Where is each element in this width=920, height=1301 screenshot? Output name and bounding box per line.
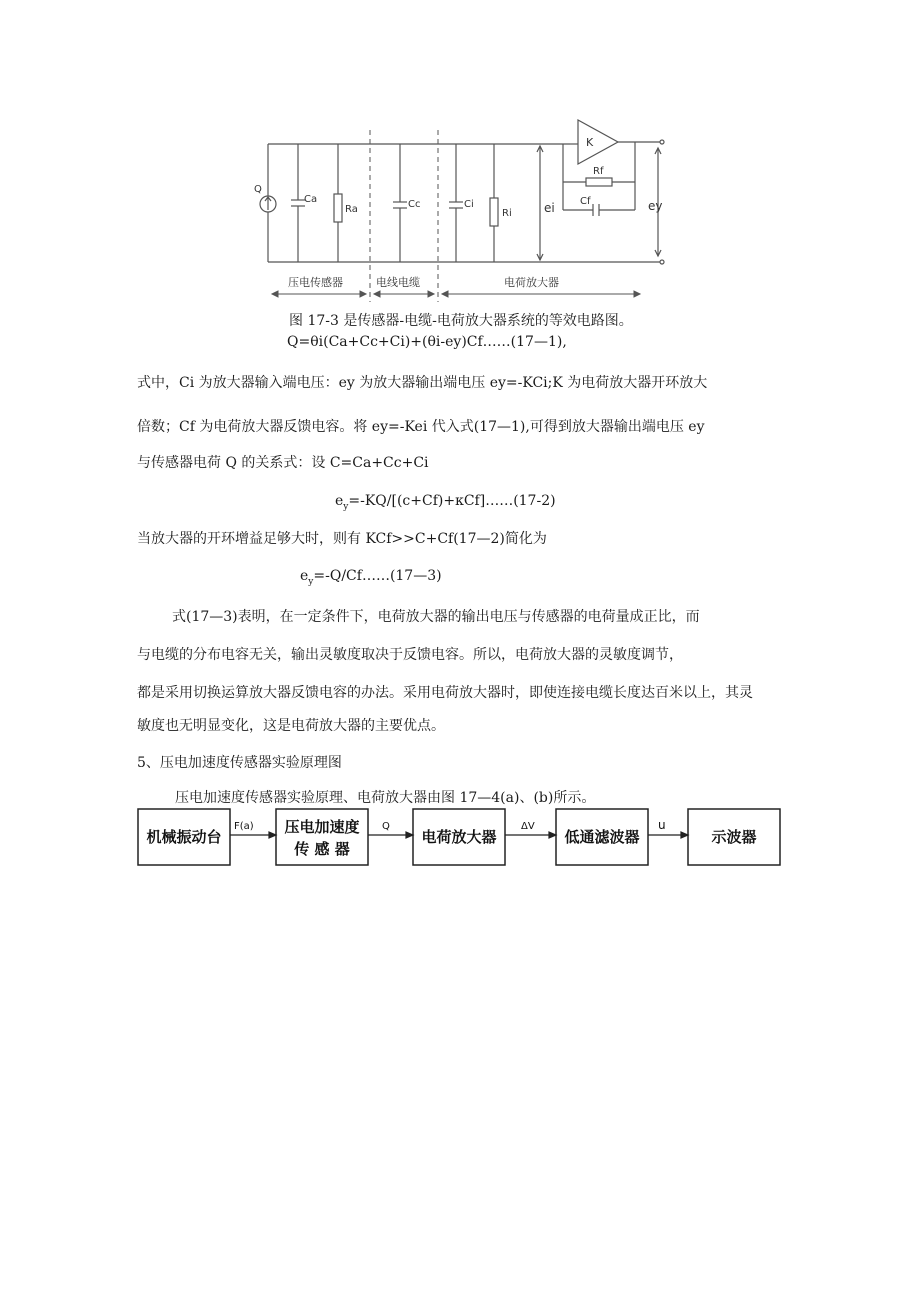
- equation-17-1: Q=θi(Ca+Cc+Ci)+(θi-ey)Cf……(17—1),: [287, 334, 567, 350]
- label-cf: Cf: [580, 196, 591, 207]
- label-ey: ey: [648, 199, 663, 213]
- experiment-block-diagram: [136, 805, 786, 873]
- paragraph-line: 倍数；Cf 为电荷放大器反馈电容。将 ey=-Kei 代入式(17—1),可得到放大器输出端电压 ey: [137, 419, 705, 435]
- label-q: Q: [254, 184, 262, 195]
- section-intro: 压电加速度传感器实验原理、电荷放大器由图 17—4(a)、(b)所示。: [175, 790, 596, 806]
- signal-dv: ΔV: [521, 821, 535, 832]
- label-rf: Rf: [593, 166, 604, 177]
- paragraph-line: 都是采用切换运算放大器反馈电容的办法。采用电荷放大器时，即使连接电缆长度达百米以上，其灵: [137, 685, 753, 701]
- label-cc: Cc: [408, 199, 421, 210]
- paragraph-line: 敏度也无明显变化，这是电荷放大器的主要优点。: [137, 718, 445, 734]
- block-label-accel-line1: 压电加速度: [284, 818, 360, 836]
- label-ei: ei: [544, 201, 555, 215]
- section-cable: 电线电缆: [376, 276, 420, 289]
- paragraph-line: 与电缆的分布电容无关，输出灵敏度取决于反馈电容。所以，电荷放大器的灵敏度调节，: [137, 647, 683, 663]
- paragraph-line: 式(17—3)表明，在一定条件下，电荷放大器的输出电压与传感器的电荷量成正比，而: [172, 609, 700, 625]
- paragraph-line: 当放大器的开环增益足够大时，则有 KCf>>C+Cf(17—2)简化为: [137, 531, 547, 547]
- block-label-charge-amp: 电荷放大器: [421, 828, 497, 846]
- label-ri: Ri: [502, 208, 512, 219]
- signal-u: u: [658, 818, 666, 832]
- label-ca: Ca: [304, 194, 318, 205]
- signal-fa: F(a): [234, 821, 254, 832]
- paragraph-line: 式中，Ci 为放大器输入端电压：ey 为放大器输出端电压 ey=-KCi;K 为电荷放大器开环放大: [137, 375, 708, 391]
- signal-q: Q: [382, 821, 390, 832]
- block-label-oscilloscope: 示波器: [711, 828, 757, 846]
- label-ra: Ra: [345, 204, 358, 215]
- section-heading: 5、压电加速度传感器实验原理图: [137, 755, 342, 771]
- label-k: K: [586, 136, 594, 149]
- block-label-vibration-table: 机械振动台: [146, 828, 222, 846]
- section-charge-amp: 电荷放大器: [504, 276, 559, 289]
- figure-caption: 图 17-3 是传感器-电缆-电荷放大器系统的等效电路图。: [289, 313, 633, 329]
- block-label-lowpass: 低通滤波器: [564, 828, 640, 846]
- equation-17-2: $e_y=-KQ/[(c+Cf)+\kappa Cf]\dots\dots(17-2)$: [335, 493, 556, 512]
- block-label-accel-line2: 传 感 器: [294, 840, 350, 858]
- paragraph-line: 与传感器电荷 Q 的关系式：设 C=Ca+Cc+Ci: [137, 455, 429, 471]
- equivalent-circuit-diagram: [254, 112, 680, 310]
- label-ci: Ci: [464, 199, 474, 210]
- equation-17-3: $e_y=-Q/Cf\dots\dots(17—3)$: [300, 568, 442, 587]
- section-piezo-sensor: 压电传感器: [288, 276, 343, 289]
